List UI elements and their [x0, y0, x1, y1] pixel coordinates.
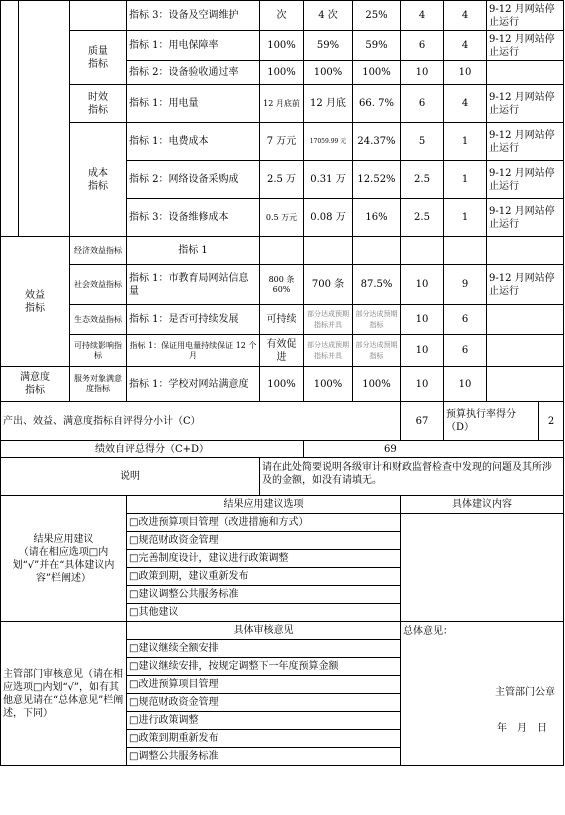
level3-indicator: 指标 1：是否可持续发展: [127, 305, 260, 335]
remark-text: [487, 367, 564, 402]
actual-value: [304, 237, 353, 265]
actual-value: 部分达成预期指标并具: [304, 335, 353, 367]
target-value: 2.5 万: [260, 161, 304, 199]
rate-value: 100%: [353, 61, 401, 85]
weight-value: 6: [401, 85, 444, 123]
score-value: 6: [444, 305, 487, 335]
level3-indicator: 指标 2：网络设备采购成: [127, 161, 260, 199]
target-value: 次: [260, 1, 304, 31]
result-options: [127, 514, 400, 621]
level3-indicator: 指标 1：保证用电量持续保证 12 个月: [127, 335, 260, 367]
level3-indicator: 指标 1：用电保障率: [127, 31, 260, 61]
level2-indicator: [70, 1, 127, 31]
level3-indicator: 指标 1：用电量: [127, 85, 260, 123]
summary-rows: [1, 402, 564, 766]
target-value: 有效促进: [260, 335, 304, 367]
review-option-checkbox[interactable]: □调整公共服务标准: [129, 751, 219, 762]
review-option-checkbox[interactable]: □建议继续安排，按规定调整下一年度预算金额: [127, 658, 400, 676]
score-value: 4: [444, 31, 487, 61]
level1-blank-cell: [19, 1, 70, 237]
weight-value: 10: [401, 265, 444, 305]
table-row: [1, 305, 564, 335]
target-value: 100%: [260, 31, 304, 61]
weight-value: 6: [401, 31, 444, 61]
review-option-checkbox[interactable]: □进行政策调整: [127, 712, 400, 730]
actual-value: 部分达成预期指标并具: [304, 305, 353, 335]
remark-text: 9-12 月网站停止运行: [487, 199, 564, 237]
level2-indicator: 时效 指标: [70, 85, 127, 123]
level2-indicator: 服务对象满意度指标: [70, 367, 127, 402]
score-value: 10: [444, 367, 487, 402]
subtotal-label: 产出、效益、满意度指标自评得分小计（C）: [1, 402, 401, 441]
rate-value: 100%: [353, 367, 401, 402]
table-row: [1, 367, 564, 402]
rate-value: [353, 237, 401, 265]
score-value: 4: [444, 1, 487, 31]
rate-value: 25%: [353, 1, 401, 31]
rate-value: 87.5%: [353, 265, 401, 305]
level2-indicator: 质量 指标: [70, 31, 127, 85]
rate-value: 66. 7%: [353, 85, 401, 123]
weight-value: 10: [401, 335, 444, 367]
score-value: 10: [444, 61, 487, 85]
level3-indicator: 指标 1：学校对网站满意度: [127, 367, 260, 402]
review-option-checkbox[interactable]: □建议继续全额安排: [127, 640, 400, 658]
budget-score-label: 预算执行率得分（D）: [444, 402, 539, 440]
weight-value: 2.5: [401, 199, 444, 237]
remark-text: 9-12 月网站停止运行: [487, 123, 564, 161]
remark-text: 9-12 月网站停止运行: [487, 31, 564, 61]
weight-value: 5: [401, 123, 444, 161]
budget-score-value: 2: [547, 415, 555, 427]
review-option-checkbox[interactable]: □规范财政资金管理: [127, 694, 400, 712]
actual-value: 59%: [304, 31, 353, 61]
remark-text: 9-12 月网站停止运行: [487, 85, 564, 123]
table-row: [1, 237, 564, 265]
score-value: 1: [444, 199, 487, 237]
score-value: 1: [444, 123, 487, 161]
target-value: [260, 237, 304, 265]
review-label: 主管部门审核意见（请在相应选项□内划“√”，如有其他意见请在“总体意见”栏阐述，下同）: [1, 622, 127, 766]
result-options-header: 结果应用建议选项: [127, 496, 400, 514]
table-row: [1, 1, 564, 31]
review-options: [127, 640, 400, 765]
rate-value: 部分达成预期指标: [353, 335, 401, 367]
department-seal: 主管部门公章: [495, 687, 555, 698]
table-row: [1, 85, 564, 123]
remark-text: 9-12 月网站停止运行: [487, 161, 564, 199]
target-value: 7 万元: [260, 123, 304, 161]
actual-value: 17059.99 元: [304, 123, 353, 161]
table-row: [1, 265, 564, 305]
total-score-value: 69: [304, 441, 564, 458]
level3-indicator: 指标 2：设备验收通过率: [127, 61, 260, 85]
target-value: 可持续: [260, 305, 304, 335]
score-value: [444, 237, 487, 265]
review-option-checkbox[interactable]: □改进预算项目管理: [127, 676, 400, 694]
result-option-checkbox[interactable]: □其他建议: [129, 607, 179, 618]
metric-rows: [1, 1, 564, 402]
total-score-label: 绩效自评总得分（C+D）: [1, 441, 304, 458]
result-option-checkbox[interactable]: □改进预算项目管理（改进措施和方式）: [127, 514, 400, 532]
result-option-checkbox[interactable]: □建议调整公共服务标准: [127, 586, 400, 604]
actual-value: 700 条: [304, 265, 353, 305]
review-options-header: 具体审核意见: [127, 622, 400, 640]
remark-text: [487, 335, 564, 367]
result-option-checkbox[interactable]: □完善制度设计，建议进行政策调整: [127, 550, 400, 568]
remark-text: [487, 305, 564, 335]
level2-indicator: 可持续影响指标: [70, 335, 127, 367]
review-date: 年 月 日: [497, 723, 547, 734]
target-value: 100%: [260, 367, 304, 402]
level3-indicator: 指标 1：市教育局网站信息量: [127, 265, 260, 305]
table-row: [1, 31, 564, 61]
level1-blank-cell: [1, 1, 19, 237]
score-value: 9: [444, 265, 487, 305]
actual-value: 100%: [304, 367, 353, 402]
target-value: 100%: [260, 61, 304, 85]
remark-text: [487, 61, 564, 85]
rate-value: 部分达成预期指标: [353, 305, 401, 335]
result-content-area[interactable]: [401, 514, 563, 614]
remark-text: [487, 237, 564, 265]
rate-value: 24.37%: [353, 123, 401, 161]
weight-value: 4: [401, 1, 444, 31]
weight-value: 2.5: [401, 161, 444, 199]
remark-text: 9-12 月网站停止运行: [487, 1, 564, 31]
note-text: 请在此处简要说明各级审计和财政监督检查中发现的问题及其所涉及的金额，如没有请填无。: [260, 458, 564, 496]
level2-indicator: 经济效益指标: [70, 237, 127, 265]
weight-value: [401, 237, 444, 265]
level2-indicator: 成本 指标: [70, 123, 127, 237]
score-value: 4: [444, 85, 487, 123]
benefit-indicator-label: 效益 指标: [1, 237, 70, 367]
actual-value: 4 次: [304, 1, 353, 31]
actual-value: 0.31 万: [304, 161, 353, 199]
level3-indicator: 指标 1：电费成本: [127, 123, 260, 161]
level2-indicator: 生态效益指标: [70, 305, 127, 335]
actual-value: 100%: [304, 61, 353, 85]
rate-value: 59%: [353, 31, 401, 61]
weight-value: 10: [401, 305, 444, 335]
table-row: [1, 123, 564, 161]
result-option-checkbox[interactable]: □规范财政资金管理: [127, 532, 400, 550]
score-value: 1: [444, 161, 487, 199]
note-label: 说明: [1, 458, 260, 496]
result-label: 结果应用建议 （请在相应选项□内划“√”并在“具体建议内容”栏阐述）: [1, 496, 127, 622]
subtotal-value: 67: [401, 402, 444, 441]
table-row: [1, 335, 564, 367]
overall-opinion-label: 总体意见：: [403, 626, 453, 637]
rate-value: 16%: [353, 199, 401, 237]
level2-indicator: 社会效益指标: [70, 265, 127, 305]
remark-text: 9-12 月网站停止运行: [487, 265, 564, 305]
weight-value: 10: [401, 367, 444, 402]
result-content-header: 具体建议内容: [401, 496, 563, 514]
level3-indicator: 指标 1: [127, 237, 260, 265]
target-value: 800 条 60%: [260, 265, 304, 305]
score-value: 6: [444, 335, 487, 367]
level3-indicator: 指标 3：设备维修成本: [127, 199, 260, 237]
actual-value: 0.08 万: [304, 199, 353, 237]
weight-value: 10: [401, 61, 444, 85]
satisfaction-indicator-label: 满意度 指标: [1, 367, 70, 402]
level3-indicator: 指标 3：设备及空调维护: [127, 1, 260, 31]
target-value: 12 月底前: [260, 85, 304, 123]
rate-value: 12.52%: [353, 161, 401, 199]
target-value: 0.5 万元: [260, 199, 304, 237]
review-option-checkbox[interactable]: □政策到期重新发布: [127, 730, 400, 748]
actual-value: 12 月底: [304, 85, 353, 123]
result-option-checkbox[interactable]: □政策到期，建议重新发布: [127, 568, 400, 586]
